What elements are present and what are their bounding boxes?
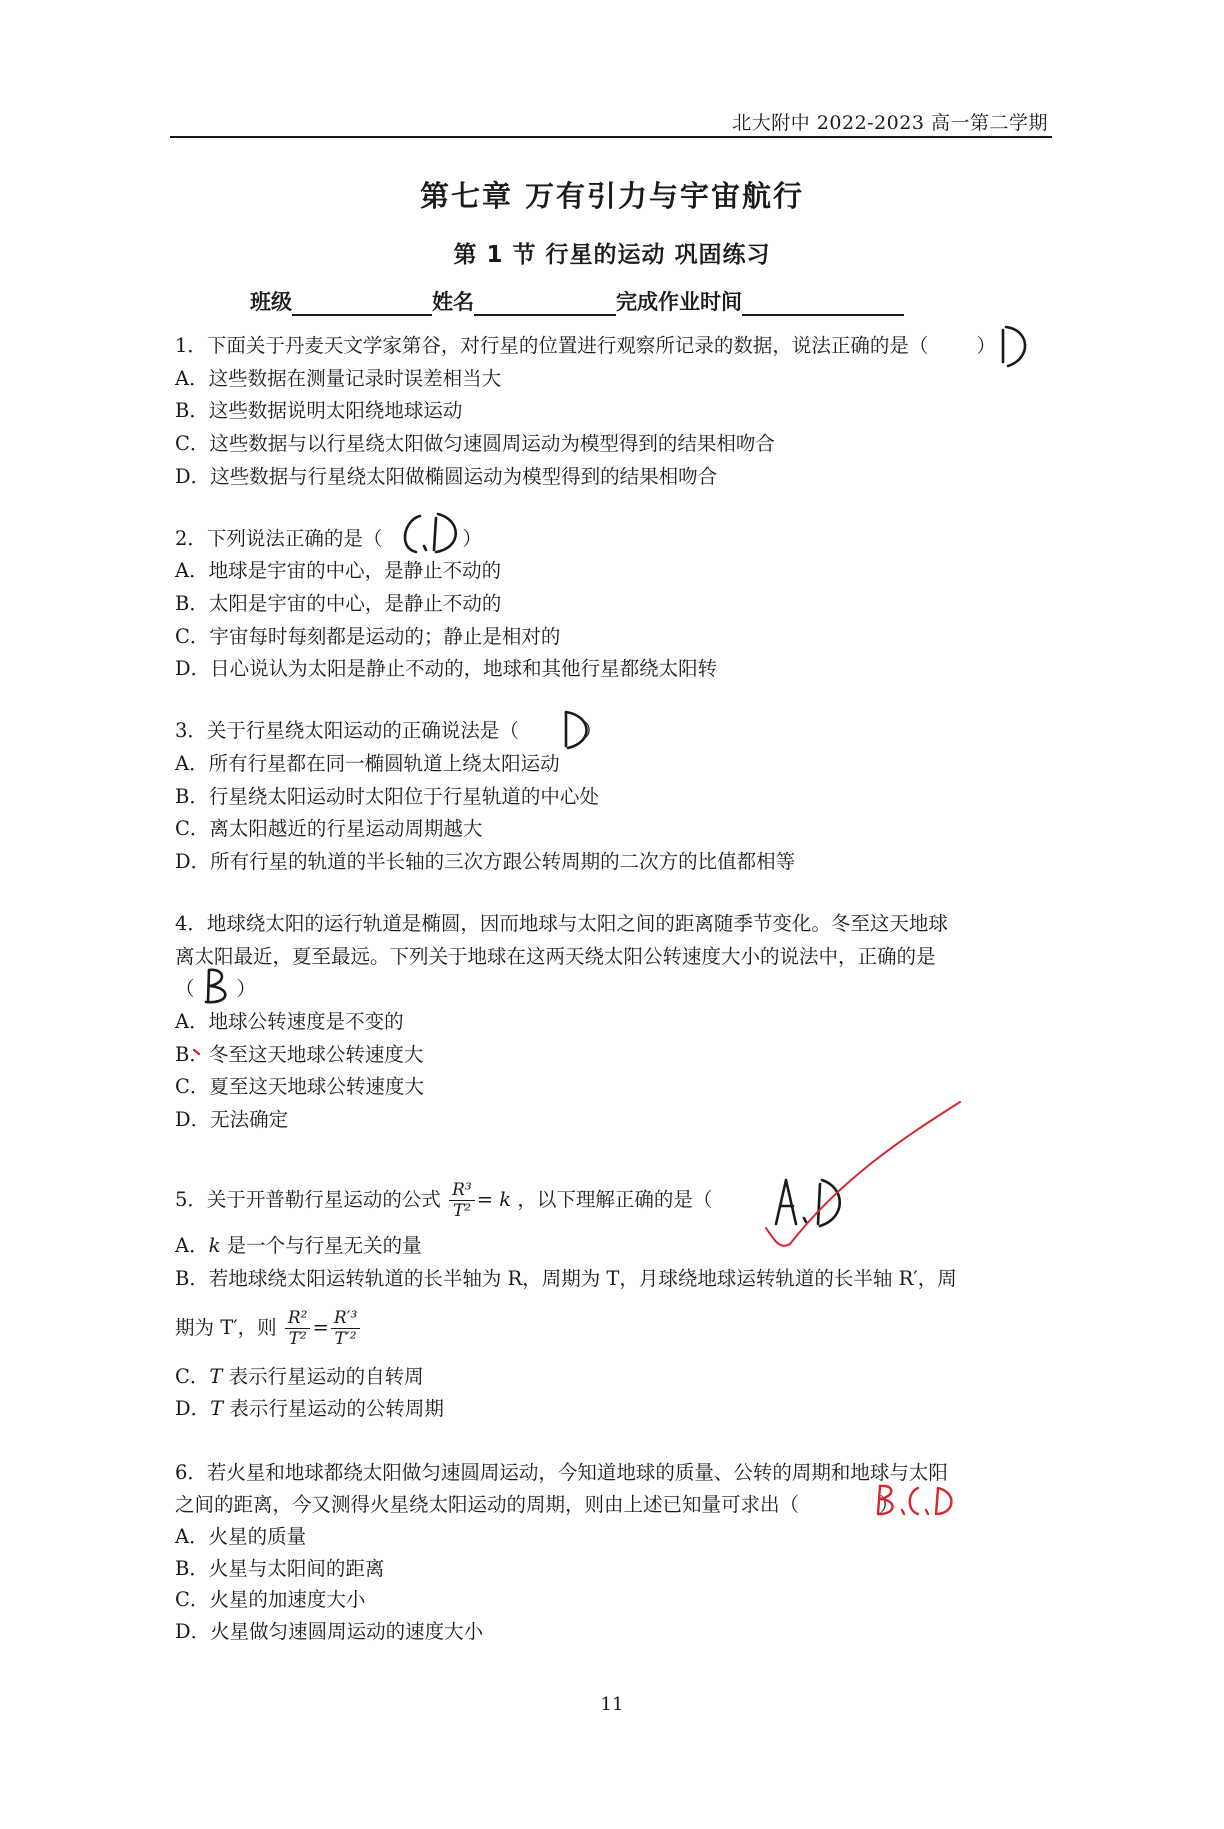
q1-option-d: D．这些数据与行星绕太阳做椭圆运动为模型得到的结果相吻合	[175, 465, 718, 488]
q3-stem	[175, 718, 602, 744]
q5-b-right-denominator: T′²	[334, 1329, 357, 1349]
q6-stem-line2	[175, 1492, 899, 1518]
q5-option-b-line1: B．若地球绕太阳运转轨道的长半轴为 R，周期为 T，月球绕地球运转轨道的长半轴 R′，周	[175, 1267, 957, 1290]
name-blank[interactable]	[474, 292, 616, 316]
q1-stem	[175, 333, 996, 359]
page-number: 11	[600, 1694, 624, 1715]
q6-stem-line1: 6．若火星和地球都绕太阳做匀速圆周运动，今知道地球的质量、公转的周期和地球与太阳	[175, 1461, 948, 1484]
header-rule	[170, 136, 1052, 138]
q5-option-b-line2	[175, 1308, 362, 1349]
section-title: 第 1 节 行星的运动 巩固练习	[453, 242, 771, 268]
time-label: 完成作业时间	[616, 290, 742, 314]
q3-option-d: D．所有行星的轨道的半长轴的三次方跟公转周期的二次方的比值都相等	[175, 850, 796, 873]
q4-stem-line2: 离太阳最近，夏至最远。下列关于地球在这两天绕太阳公转速度大小的说法中，正确的是	[175, 945, 936, 968]
q2-option-a: A．地球是宇宙的中心，是静止不动的	[175, 559, 502, 582]
q2-option-d: D．日心说认为太阳是静止不动的，地球和其他行星都绕太阳转	[175, 657, 718, 680]
q1-option-c: C．这些数据与以行星绕太阳做匀速圆周运动为模型得到的结果相吻合	[175, 432, 775, 455]
q3-stem-text: 3．关于行星绕太阳运动的正确说法是（	[175, 719, 519, 742]
q5-option-b-line2-text: 期为 T′，则	[175, 1316, 277, 1339]
q6-option-a: A．火星的质量	[175, 1525, 307, 1548]
q3-option-b: B．行星绕太阳运动时太阳位于行星轨道的中心处	[175, 785, 599, 808]
q5-option-a-label: A．	[175, 1234, 209, 1257]
q2-option-b: B．太阳是宇宙的中心，是静止不动的	[175, 592, 502, 615]
q6-option-d: D．火星做匀速圆周运动的速度大小	[175, 1620, 484, 1643]
q6-close-paren: ）	[879, 1493, 899, 1516]
q2-stem	[175, 526, 482, 552]
q5-option-c-label: C．	[175, 1365, 210, 1388]
q1-stem-text: 1．下面关于丹麦天文学家第谷，对行星的位置进行观察所记录的数据，说法正确的是（	[175, 334, 929, 357]
q5-option-c-var: T	[209, 1365, 223, 1388]
q5-option-d-text: 表示行星运动的公转周期	[223, 1397, 444, 1420]
chapter-title: 第七章 万有引力与宇宙航行	[419, 179, 805, 213]
q6-option-b: B．火星与太阳间的距离	[175, 1557, 385, 1580]
q4-answer-parens	[175, 976, 256, 1002]
q3-option-a: A．所有行星都在同一椭圆轨道上绕太阳运动	[175, 752, 560, 775]
q1-option-a: A．这些数据在测量记录时误差相当大	[175, 367, 502, 390]
q5-b-left-numerator: R²	[285, 1308, 311, 1329]
class-blank[interactable]	[292, 292, 432, 316]
q5-option-a-text: 是一个与行星无关的量	[220, 1234, 422, 1257]
header-text: 北大附中 2022-2023 高一第二学期	[732, 112, 1048, 134]
kepler-formula-rhs: = k	[476, 1188, 512, 1211]
q2-option-c: C．宇宙每时每刻都是运动的；静止是相对的	[175, 625, 561, 648]
red-check-mark	[766, 1102, 960, 1246]
q5-stem	[175, 1180, 712, 1221]
q5-handwritten-answer-ad	[776, 1180, 840, 1226]
q4-option-c: C．夏至这天地球公转速度大	[175, 1075, 424, 1098]
q5-option-a-var: k	[208, 1234, 221, 1257]
q5-stem-post: ，以下理解正确的是（	[517, 1188, 713, 1211]
q6-option-c: C．火星的加速度大小	[175, 1588, 366, 1611]
kepler-formula-denominator: T²	[452, 1201, 472, 1221]
q1-close-paren: ）	[976, 334, 996, 357]
q3-close-paren: ）	[582, 719, 603, 742]
name-label: 姓名	[432, 290, 474, 314]
q4-option-a: A．地球公转速度是不变的	[175, 1010, 404, 1033]
q5-b-equals: =	[312, 1316, 329, 1339]
student-info-line	[250, 286, 904, 316]
q4-option-b: B．冬至这天地球公转速度大	[175, 1043, 424, 1066]
q5-b-right-numerator: R′³	[331, 1308, 360, 1329]
q5-b-fraction-left	[285, 1308, 311, 1349]
q4-close-paren: ）	[236, 977, 257, 1000]
q5-option-c-text: 表示行星运动的自转周	[222, 1365, 424, 1388]
q4-open-paren: （	[175, 977, 195, 1000]
q4-stem-line1: 4．地球绕太阳的运行轨道是椭圆，因而地球与太阳之间的距离随季节变化。冬至这天地球	[175, 912, 948, 935]
q1-option-b: B．这些数据说明太阳绕地球运动	[175, 399, 463, 422]
q5-option-d	[175, 1396, 444, 1422]
q3-option-c: C．离太阳越近的行星运动周期越大	[175, 817, 483, 840]
kepler-formula-numerator: R³	[449, 1180, 475, 1201]
kepler-formula-fraction	[449, 1180, 475, 1221]
q5-b-left-denominator: T²	[288, 1329, 307, 1349]
q2-stem-text: 2．下列说法正确的是（	[175, 527, 383, 550]
q5-stem-pre: 5．关于开普勒行星运动的公式	[175, 1188, 441, 1211]
q5-option-a	[175, 1233, 422, 1259]
q6-stem-line2-text: 之间的距离，今又测得火星绕太阳运动的周期，则由上述已知量可求出（	[175, 1493, 800, 1516]
q5-b-fraction-right	[331, 1308, 360, 1349]
q4-option-d: D．无法确定	[175, 1108, 289, 1131]
q5-option-c	[175, 1364, 424, 1390]
class-label: 班级	[250, 290, 292, 314]
q5-option-d-var: T	[210, 1397, 224, 1420]
q1-handwritten-answer-d	[1003, 327, 1025, 366]
q5-option-d-label: D．	[175, 1397, 211, 1420]
q2-close-paren: ）	[462, 527, 482, 550]
time-blank[interactable]	[742, 292, 904, 316]
